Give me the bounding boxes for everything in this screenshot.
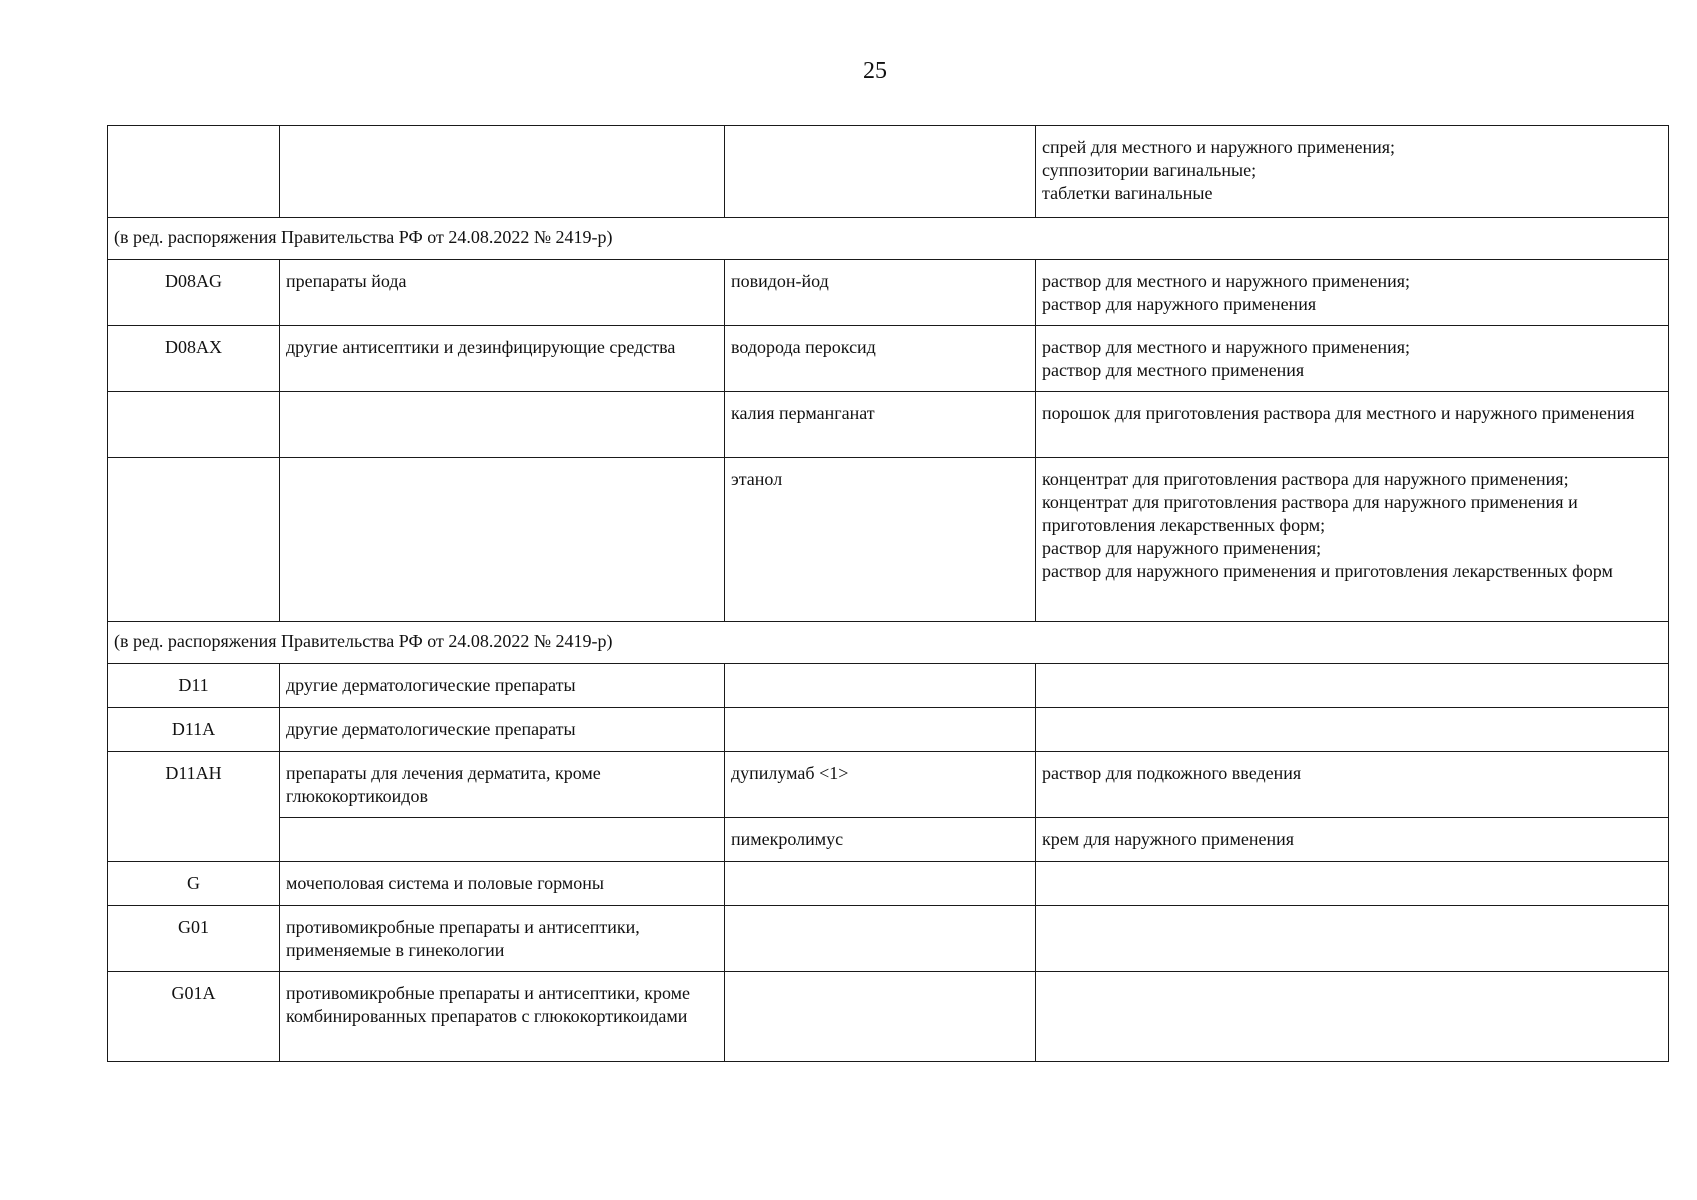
group-name-cell: противомикробные препараты и антисептики, кроме комбинированных препаратов с глюкокортикоидами — [280, 972, 725, 1062]
drug-name-cell: дупилумаб <1> — [725, 752, 1036, 818]
table-row — [108, 752, 1669, 818]
dosage-forms-cell — [1036, 752, 1669, 818]
amendment-note: (в ред. распоряжения Правительства РФ от 24.08.2022 № 2419-р) — [108, 622, 1669, 664]
table-row — [108, 260, 1669, 326]
drug-name-cell — [725, 906, 1036, 972]
dosage-forms-cell — [1036, 708, 1669, 752]
group-name-cell: препараты для лечения дерматита, кроме глюкокортикоидов — [280, 752, 725, 818]
group-name-cell — [280, 392, 725, 458]
dosage-forms-cell — [1036, 260, 1669, 326]
group-name-cell: мочеполовая система и половые гормоны — [280, 862, 725, 906]
dosage-forms-cell — [1036, 664, 1669, 708]
dosage-forms-cell — [1036, 126, 1669, 218]
dosage-form: раствор для местного применения — [1042, 360, 1305, 380]
dosage-form: крем для наружного применения — [1042, 829, 1295, 849]
dosage-form: спрей для местного и наружного применения; — [1042, 137, 1396, 157]
dosage-form: раствор для наружного применения — [1042, 294, 1317, 314]
dosage-forms-cell — [1036, 458, 1669, 622]
dosage-forms-cell — [1036, 906, 1669, 972]
drug-name-cell: этанол — [725, 458, 1036, 622]
dosage-form: порошок для приготовления раствора для местного и наружного применения — [1042, 403, 1635, 423]
group-name-cell — [280, 126, 725, 218]
drug-table — [107, 125, 1669, 1062]
dosage-form: раствор для местного и наружного применения; — [1042, 337, 1410, 357]
drug-name-cell: водорода пероксид — [725, 326, 1036, 392]
drug-name-cell: пимекролимус — [725, 818, 1036, 862]
group-name-cell: другие дерматологические препараты — [280, 664, 725, 708]
dosage-forms-cell — [1036, 818, 1669, 862]
drug-name-cell — [725, 862, 1036, 906]
dosage-form: таблетки вагинальные — [1042, 183, 1213, 203]
group-name-cell: противомикробные препараты и антисептики, применяемые в гинекологии — [280, 906, 725, 972]
group-name-cell: препараты йода — [280, 260, 725, 326]
table-row — [108, 126, 1669, 218]
amendment-note: (в ред. распоряжения Правительства РФ от 24.08.2022 № 2419-р) — [108, 218, 1669, 260]
atc-code-cell: D08AX — [108, 326, 280, 392]
table-row — [108, 708, 1669, 752]
group-name-cell: другие дерматологические препараты — [280, 708, 725, 752]
page-number: 25 — [863, 58, 887, 84]
group-name-cell — [280, 818, 725, 862]
atc-code-cell: D08AG — [108, 260, 280, 326]
dosage-form: суппозитории вагинальные; — [1042, 160, 1257, 180]
atc-code-cell: D11A — [108, 708, 280, 752]
dosage-forms-cell — [1036, 972, 1669, 1062]
drug-name-cell — [725, 664, 1036, 708]
drug-name-cell — [725, 708, 1036, 752]
dosage-form: раствор для наружного применения и приготовления лекарственных форм — [1042, 561, 1613, 581]
atc-code-cell: G — [108, 862, 280, 906]
dosage-forms-cell — [1036, 326, 1669, 392]
dosage-form: концентрат для приготовления раствора для наружного применения и приготовления лекарственных форм; — [1042, 492, 1578, 535]
table-row — [108, 458, 1669, 622]
table-row — [108, 326, 1669, 392]
dosage-form: концентрат для приготовления раствора для наружного применения; — [1042, 469, 1569, 489]
dosage-form: раствор для наружного применения; — [1042, 538, 1322, 558]
atc-code-cell: D11AH — [108, 752, 280, 862]
atc-code-cell: G01A — [108, 972, 280, 1062]
drug-name-cell — [725, 126, 1036, 218]
drug-name-cell: повидон-йод — [725, 260, 1036, 326]
table-row — [108, 664, 1669, 708]
atc-code-cell — [108, 392, 280, 458]
table-row — [108, 906, 1669, 972]
dosage-form: раствор для местного и наружного применения; — [1042, 271, 1410, 291]
atc-code-cell — [108, 126, 280, 218]
group-name-cell — [280, 458, 725, 622]
atc-code-cell: G01 — [108, 906, 280, 972]
drug-name-cell — [725, 972, 1036, 1062]
amendment-note-row — [108, 622, 1669, 664]
table-row — [108, 818, 1669, 862]
table-row — [108, 392, 1669, 458]
table-row — [108, 972, 1669, 1062]
drug-name-cell: калия перманганат — [725, 392, 1036, 458]
amendment-note-row — [108, 218, 1669, 260]
group-name-cell: другие антисептики и дезинфицирующие средства — [280, 326, 725, 392]
atc-code-cell: D11 — [108, 664, 280, 708]
dosage-form: раствор для подкожного введения — [1042, 763, 1302, 783]
dosage-forms-cell — [1036, 862, 1669, 906]
table-row — [108, 862, 1669, 906]
dosage-forms-cell — [1036, 392, 1669, 458]
atc-code-cell — [108, 458, 280, 622]
